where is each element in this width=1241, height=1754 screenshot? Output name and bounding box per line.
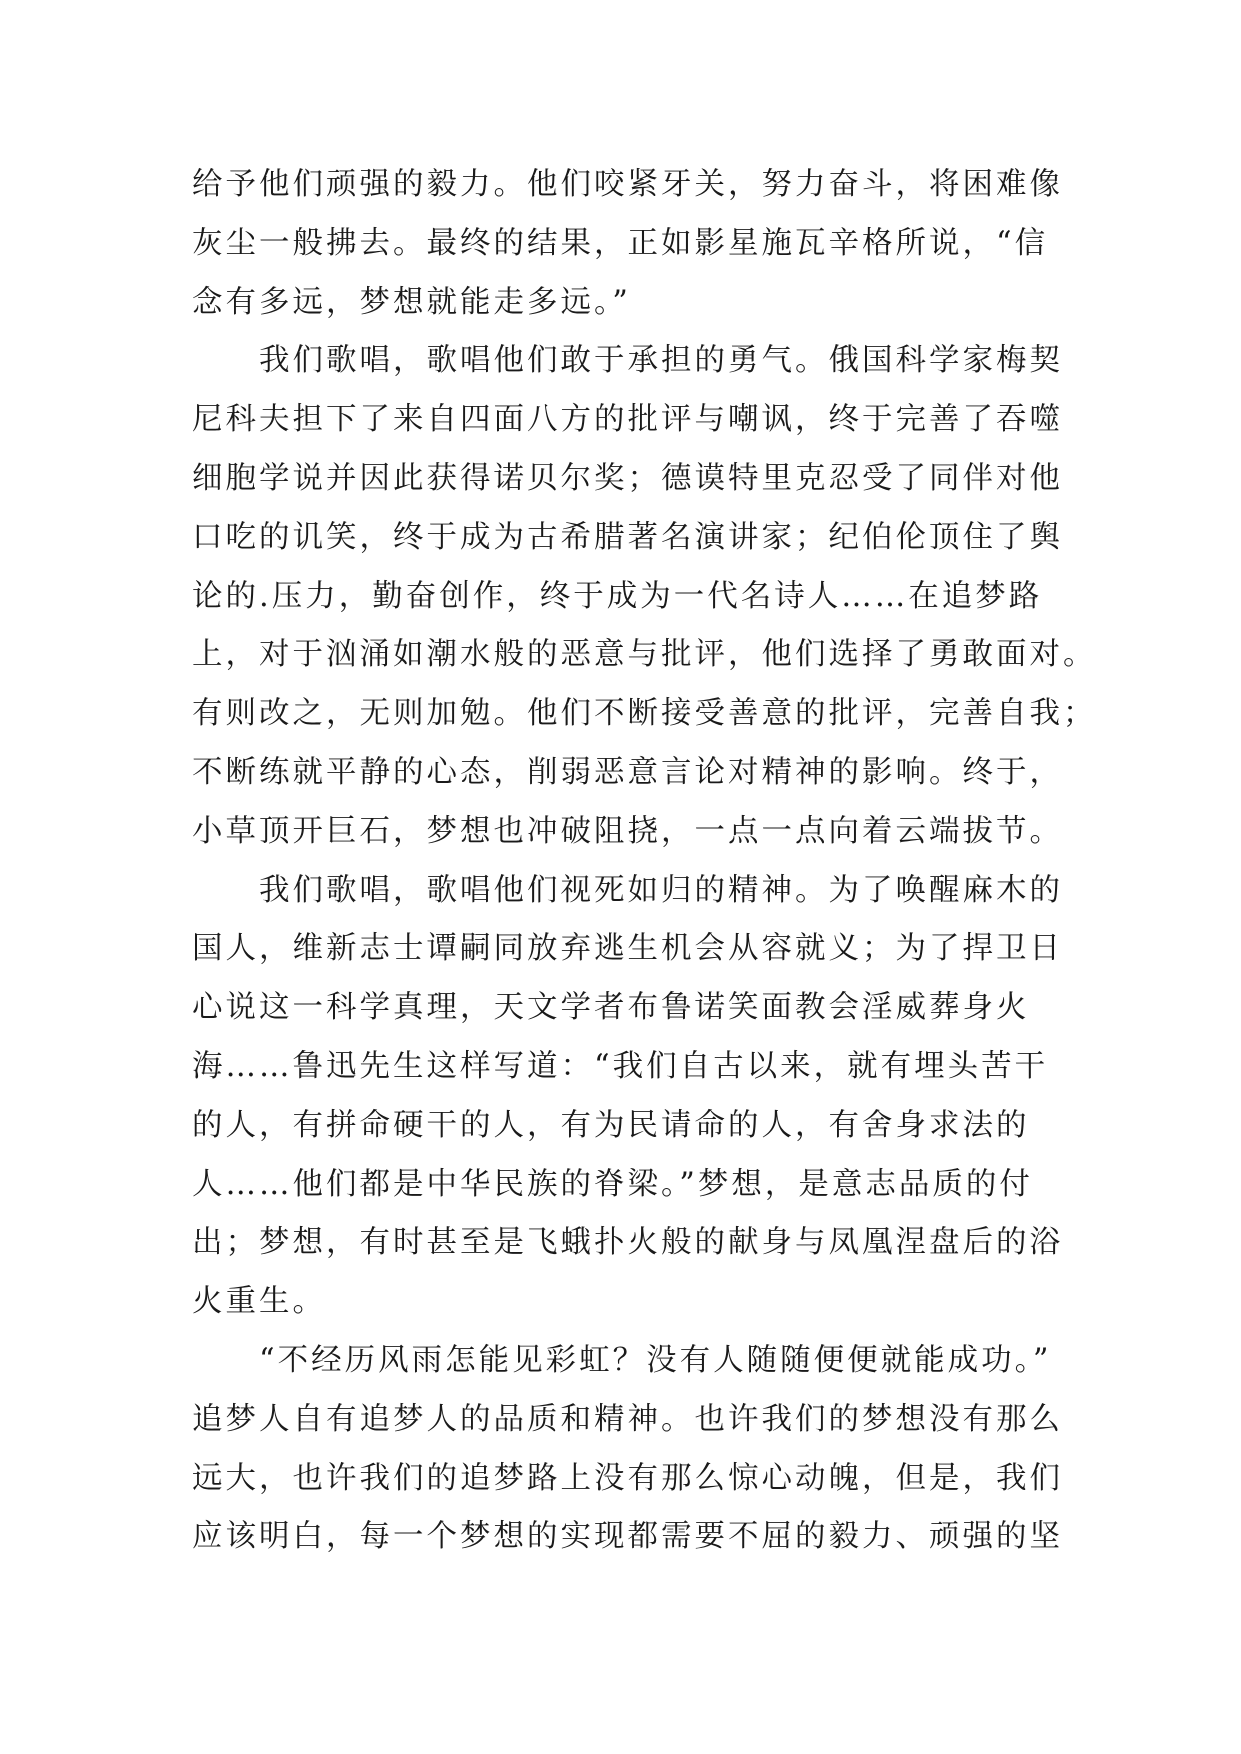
- text-line: 火重生。: [192, 1284, 326, 1320]
- text-line: 出；梦想，有时甚至是飞蛾扑火般的献身与凤凰涅盘后的浴: [192, 1225, 1063, 1261]
- text-line: 细胞学说并因此获得诺贝尔奖；德谟特里克忍受了同伴对他: [192, 460, 1063, 496]
- text-line: 给予他们顽强的毅力。他们咬紧牙关，努力奋斗，将困难像: [192, 167, 1063, 202]
- text-line: 小草顶开巨石，梦想也冲破阻挠，一点一点向着云端拔节。: [192, 813, 1063, 849]
- text-line: 的人，有拼命硬干的人，有为民请命的人，有舍身求法的: [192, 1107, 1030, 1143]
- text-line: 我们歌唱，歌唱他们敢于承担的勇气。俄国科学家梅契: [192, 343, 1063, 379]
- text-line: 人……他们都是中华民族的脊梁。”梦想，是意志品质的付: [192, 1166, 1033, 1202]
- text-line: 国人，维新志士谭嗣同放弃逃生机会从容就义；为了捍卫日: [192, 931, 1063, 967]
- body-text: [192, 156, 1097, 1567]
- text-line: 应该明白，每一个梦想的实现都需要不屈的毅力、顽强的坚: [192, 1519, 1063, 1555]
- text-line: 灰尘一般拂去。最终的结果，正如影星施瓦辛格所说，“信: [192, 225, 1049, 261]
- text-line: 远大，也许我们的追梦路上没有那么惊心动魄，但是，我们: [192, 1460, 1063, 1496]
- text-line: 上，对于汹涌如潮水般的恶意与批评，他们选择了勇敢面对。: [192, 637, 1097, 673]
- text-line: 海……鲁迅先生这样写道：“我们自古以来，就有埋头苦干: [192, 1048, 1049, 1084]
- text-line: 我们歌唱，歌唱他们视死如归的精神。为了唤醒麻木的: [192, 872, 1063, 908]
- text-line: 论的.压力，勤奋创作，终于成为一代名诗人……在追梦路: [192, 578, 1043, 614]
- text-line: 心说这一科学真理，天文学者布鲁诺笑面教会淫威葬身火: [192, 990, 1030, 1026]
- text-line: 不断练就平静的心态，削弱恶意言论对精神的影响。终于，: [192, 754, 1063, 790]
- text-line: 有则改之，无则加勉。他们不断接受善意的批评，完善自我；: [192, 696, 1097, 732]
- text-line: 尼科夫担下了来自四面八方的批评与嘲讽，终于完善了吞噬: [192, 402, 1063, 438]
- text-line: 追梦人自有追梦人的品质和精神。也许我们的梦想没有那么: [192, 1401, 1063, 1437]
- text-line: 口吃的讥笑，终于成为古希腊著名演讲家；纪伯伦顶住了舆: [192, 519, 1063, 555]
- text-line: 念有多远，梦想就能走多远。”: [192, 284, 631, 320]
- text-line: “不经历风雨怎能见彩虹？没有人随随便便就能成功。”: [192, 1342, 1052, 1378]
